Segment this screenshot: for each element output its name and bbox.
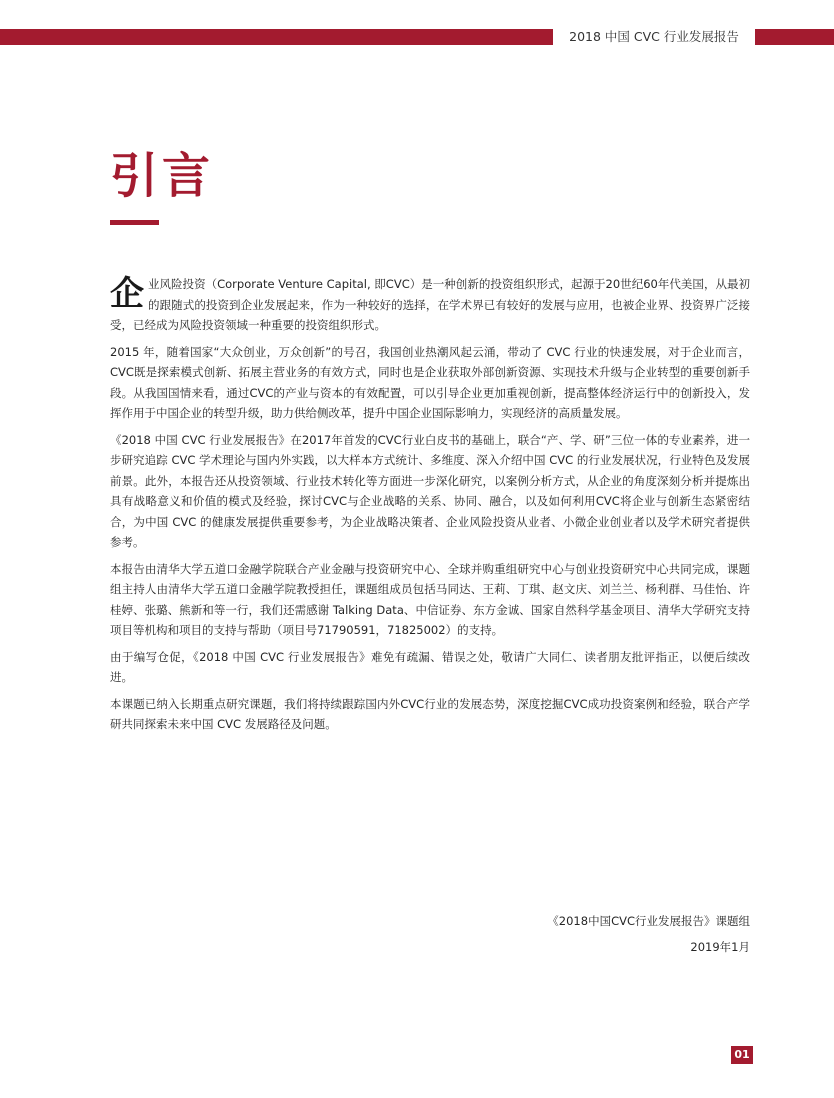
- header-bar: [0, 29, 834, 45]
- page-number: 01: [731, 1046, 753, 1064]
- paragraph-6: 本课题已纳入长期重点研究课题，我们将持续跟踪国内外CVC行业的发展态势，深度挖掘CVC成功投资案例和经验，联合产学研共同探索未来中国 CVC 发展路径及问题。: [110, 696, 750, 731]
- body-text: [110, 274, 750, 741]
- header-bar-right: [755, 29, 834, 45]
- paragraph-3: 《2018 中国 CVC 行业发展报告》在2017年首发的CVC行业白皮书的基础上，联合“产、学、研”三位一体的专业素养，进一步研究追踪 CVC 学术理论与国内外实践，以大样本方式统计、多维度、深入介绍中国 CVC 的行业发展状况，行业特色及发展前景。此外，本报告还从投资领域、行业技术转化等方面进一步深化研究，以案例分析方式，从企业的角度深刻分析并提炼出具有战略意义和价值的模式及经验，探讨CVC与企业战略的关系、协同、融合，以及如何利用CVC将企业与创新生态紧密结合，为中国 CVC 的健康发展提供重要参考，为企业战略决策者、企业风险投资从业者、小微企业创业者以及学术研究者提供参考。: [110, 432, 750, 549]
- paragraph-5: 由于编写仓促，《2018 中国 CVC 行业发展报告》难免有疏漏、错误之处，敬请广大同仁、读者朋友批评指正，以便后续改进。: [110, 649, 750, 684]
- signature-date: 2019年1月: [690, 940, 750, 954]
- paragraph-4: 本报告由清华大学五道口金融学院联合产业金融与投资研究中心、全球并购重组研究中心与创业投资研究中心共同完成，课题组主持人由清华大学五道口金融学院教授担任，课题组成员包括马同达、王莉、丁琪、赵文庆、刘兰兰、杨利群、马佳怡、许桂婷、张璐、熊新和等一行，我们还需感谢 Talking Data、中信证券、东方金诚、国家自然科学基金项目、清华大学研究支持项目等机构和项目的支持与帮助（项目号71790591，71825002）的支持。: [110, 561, 750, 637]
- header-report-name: 2018 中国 CVC 行业发展报告: [569, 29, 739, 44]
- page-title: 引言: [110, 148, 215, 204]
- paragraph-2: 2015 年，随着国家“大众创业，万众创新”的号召，我国创业热潮风起云涌，带动了 CVC 行业的快速发展，对于企业而言，CVC既是探索模式创新、拓展主营业务的有效方式，同时也是企业获取外部创新资源、实现技术升级与企业转型的重要创新手段。从我国国情来看，通过CVC的产业与资本的有效配置，可以引导企业更加重视创新，提高整体经济运行中的创新投入，发挥作用于中国企业的转型升级，助力供给侧改革，提升中国企业国际影响力，实现经济的高质量发展。: [110, 344, 750, 420]
- header-bar-left: [0, 29, 553, 45]
- drop-cap: 企: [110, 274, 144, 314]
- signature: [547, 908, 750, 960]
- signature-group: 《2018中国CVC行业发展报告》课题组: [547, 914, 750, 928]
- title-underline: [110, 220, 159, 225]
- paragraph-1: [110, 274, 750, 336]
- paragraph-1-text: 业风险投资（Corporate Venture Capital, 即CVC）是一种创新的投资组织形式，起源于20世纪60年代美国，从最初的跟随式的投资到企业发展起来，作为一种较好的选择，在学术界已有较好的发展与应用，也被企业界、投资界广泛接受，已经成为风险投资领域一种重要的投资组织形式。: [110, 277, 750, 332]
